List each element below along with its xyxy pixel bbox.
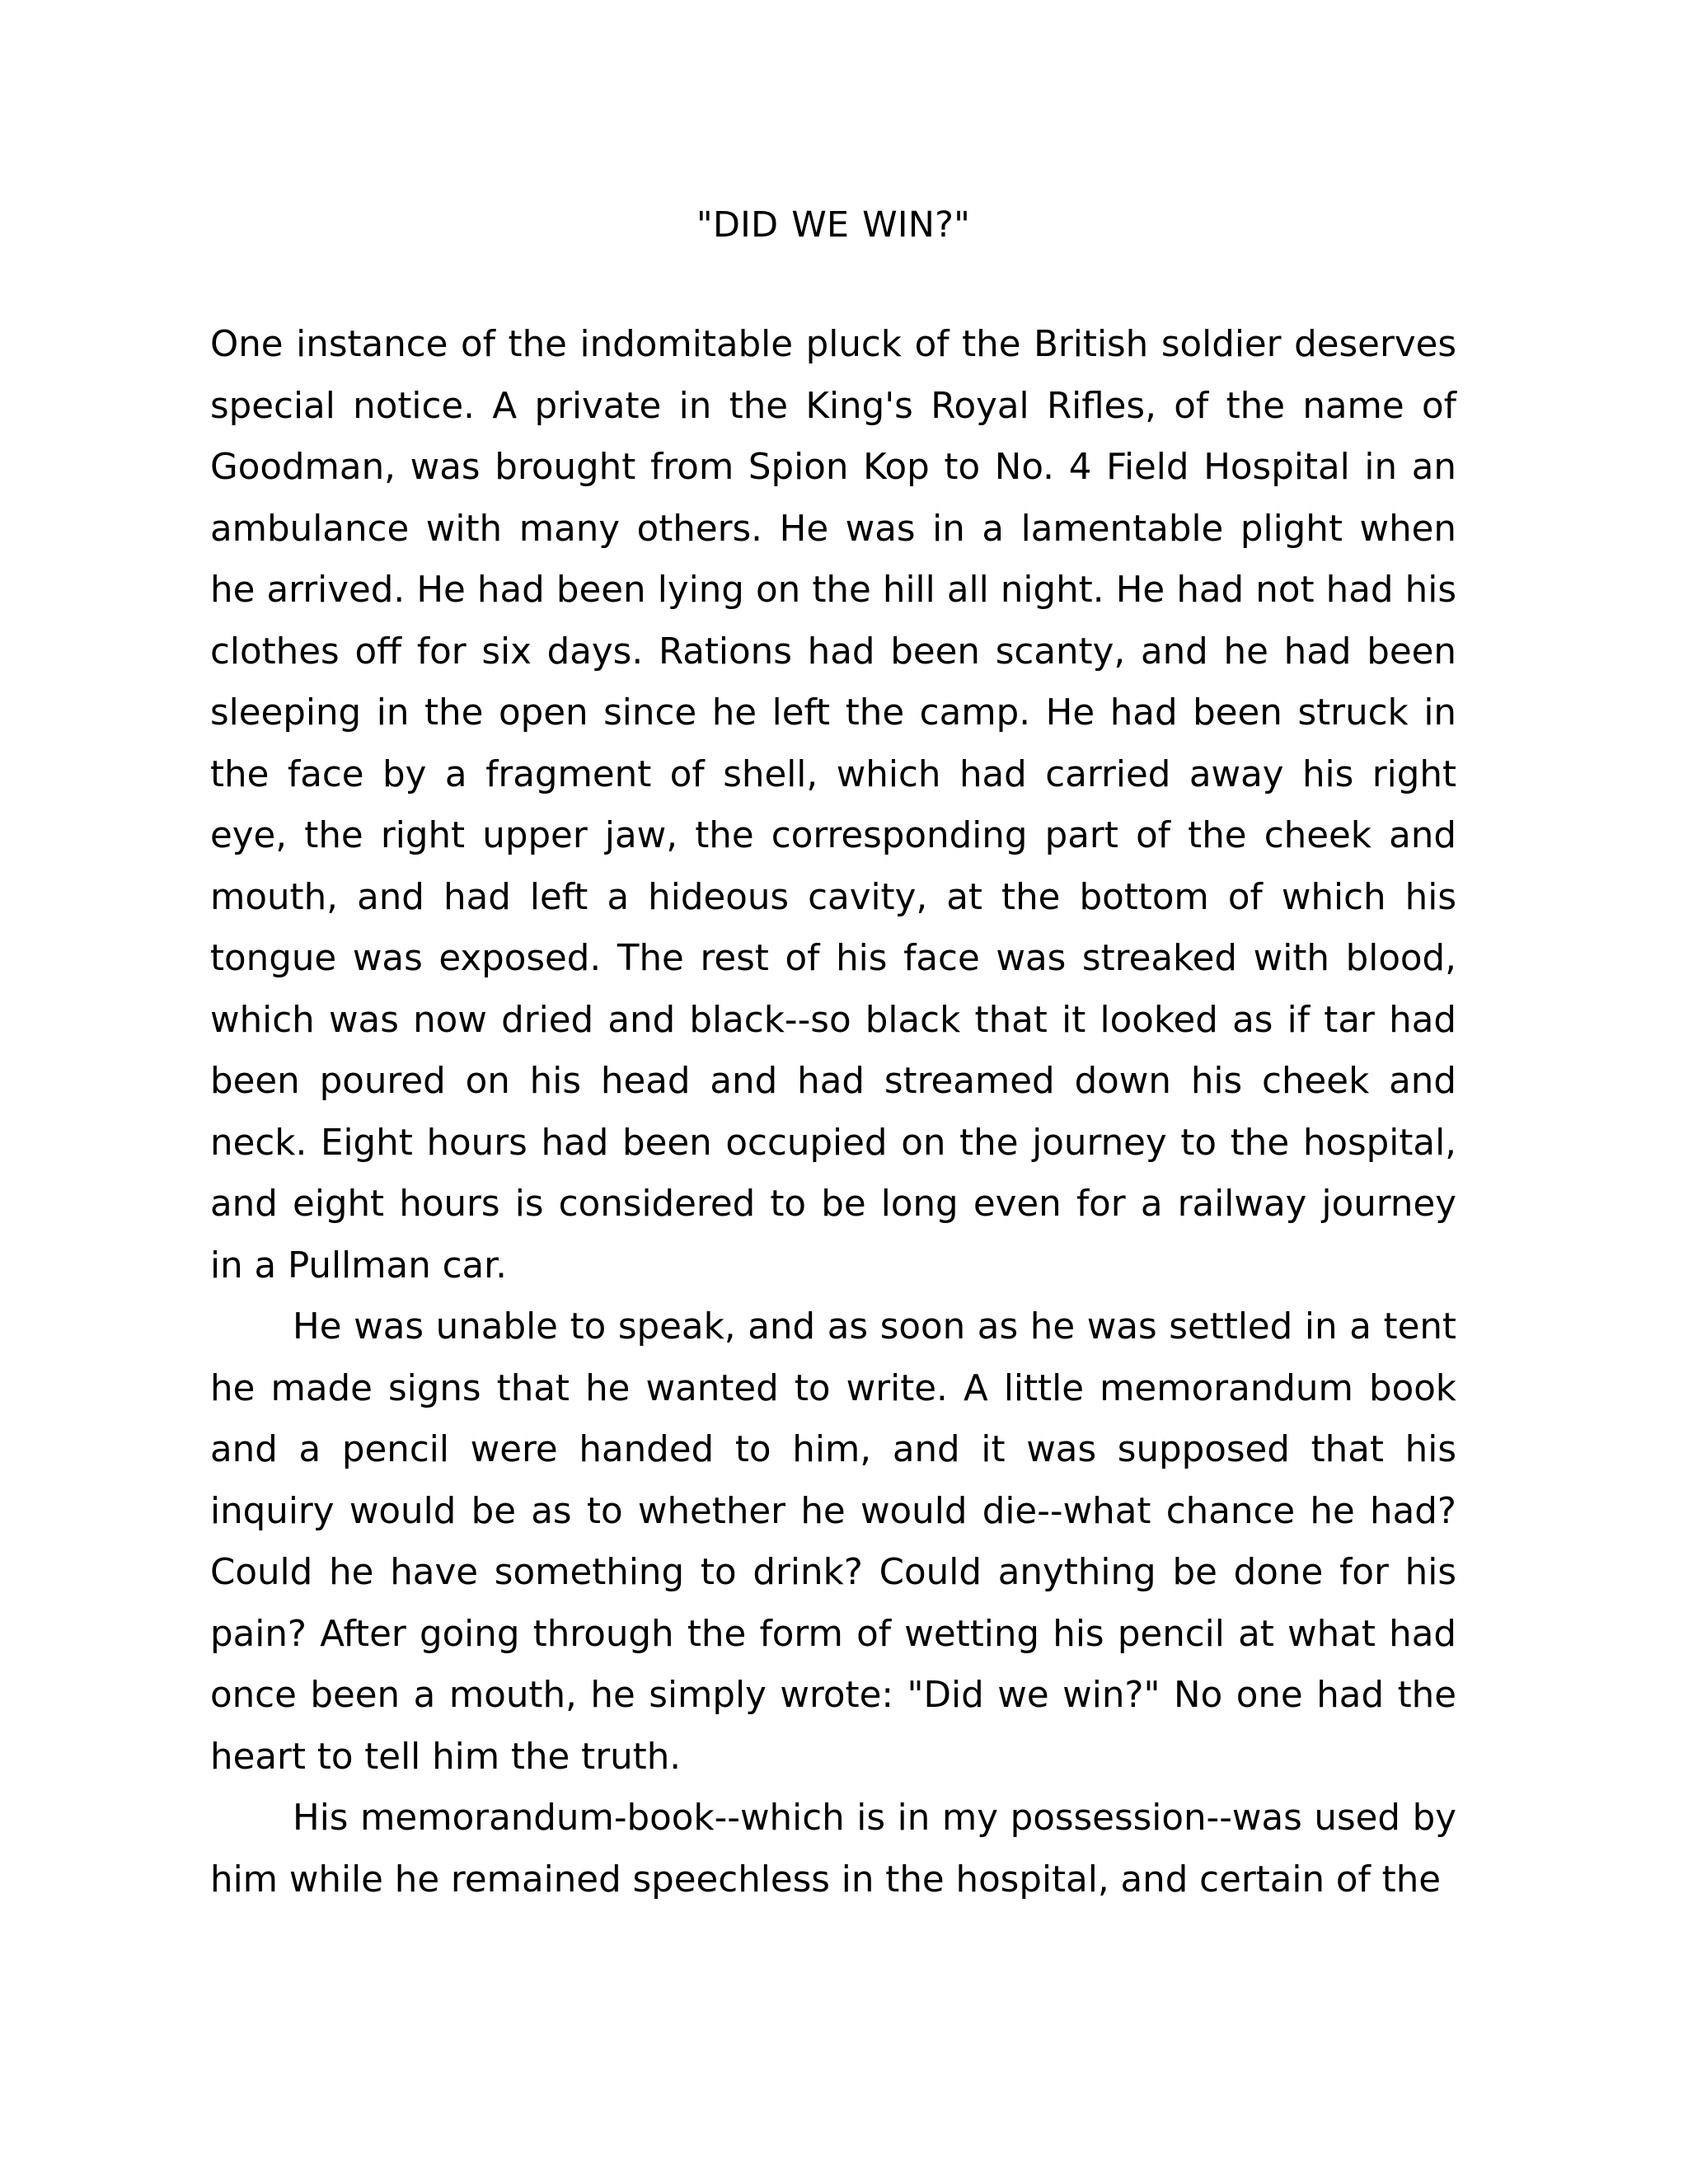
chapter-title: "DID WE WIN?" <box>696 204 971 246</box>
paragraph-2: He was unable to speak, and as soon as he was settled in a tent he made signs that he wanted to write. A little memorandum book and a pencil were handed to him, and it was supposed that his inquiry would be as to whether he would die--what chance he had? Could he have something to drink? Could anything be done for his pain? After going through the form of wetting his pencil at what had once been a mouth, he simply wrote: "Did we win?" No one had the heart to tell him the truth. <box>210 1306 1456 1778</box>
document-page <box>210 202 1456 1910</box>
paragraph-3: His memorandum-book--which is in my possession--was used by him while he remained speechless in the hospital, and certain of the <box>210 1797 1456 1900</box>
paragraph-1: One instance of the indomitable pluck of the British soldier deserves special notice. A private in the King's Royal Rifles, of the name of Goodman, was brought from Spion Kop to No. 4 Field Hospital in an ambulance with many others. He was in a lamentable plight when he arrived. He had been lying on the hill all night. He had not had his clothes off for six days. Rations had been scanty, and he had been sleeping in the open since he left the camp. He had been struck in the face by a fragment of shell, which had carried away his right eye, the right upper jaw, the corresponding part of the cheek and mouth, and had left a hideous cavity, at the bottom of which his tongue was exposed. The rest of his face was streaked with blood, which was now dried and black--so black that it looked as if tar had been poured on his head and had streamed down his cheek and neck. Eight hours had been occupied on the journey to the hospital, and eight hours is considered to be long even for a railway journey in a Pullman car. <box>210 324 1456 1286</box>
